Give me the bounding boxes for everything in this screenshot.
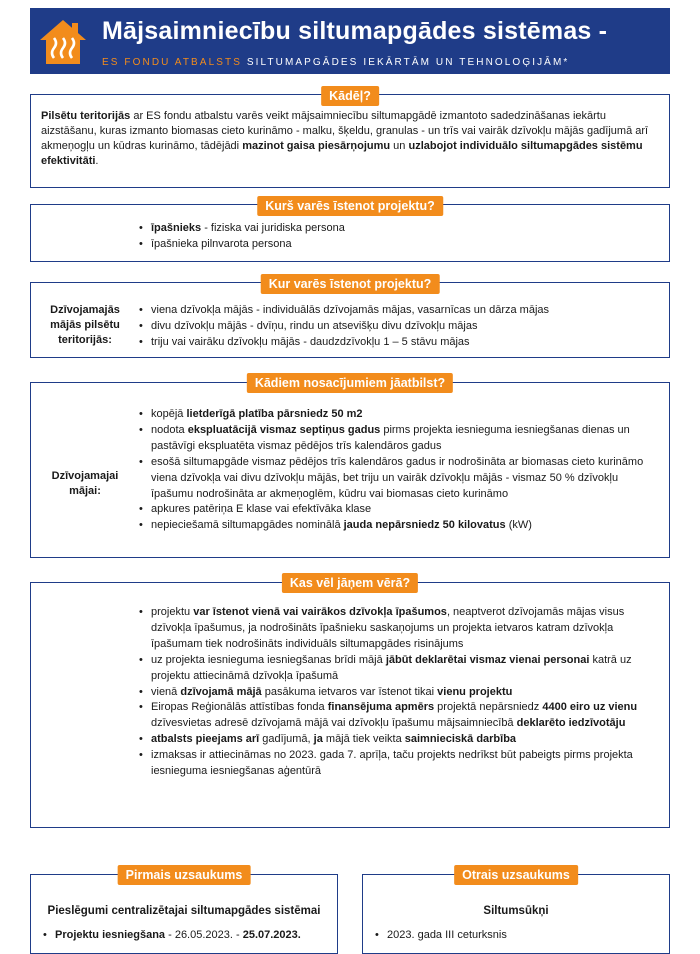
list-item: • viena dzīvokļa mājās - individuālās dzīvojamās mājas, vasarnīcas un dārza mājas	[137, 303, 549, 319]
notes-heading: Kas vēl jāņem vērā?	[282, 573, 418, 593]
note-text: Eiropas Reģionālās attīstības fonda	[151, 701, 328, 714]
note-text-bold: 4400 eiro uz vienu	[542, 701, 638, 714]
list-item	[137, 685, 661, 701]
first-call-list	[41, 929, 301, 941]
house-heating-icon	[38, 18, 88, 66]
why-paragraph	[41, 109, 659, 169]
note-text: katrā uz projektu attiecināmā dzīvokļa īpašumā	[151, 653, 632, 682]
list-item	[41, 929, 301, 941]
note-text: uz projekta iesnieguma iesniegšanas brīdi mājā	[151, 653, 386, 666]
why-section	[30, 94, 670, 188]
subtitle-rest: SILTUMAPGĀDES IEKĀRTĀM UN TEHNOLOĢIJĀM*	[241, 57, 570, 68]
second-call-list	[373, 929, 507, 941]
who-item-bold: īpašnieks	[151, 222, 202, 234]
where-heading: Kur varēs īstenot projektu?	[261, 274, 440, 294]
condition-text-bold: jauda nepārsniedz 50 kilovatus	[343, 519, 506, 532]
list-item	[137, 700, 661, 732]
list-item	[137, 605, 661, 653]
conditions-side-label: Dzīvojamajai mājai:	[51, 470, 119, 497]
first-call-text: - 26.05.2023. -	[165, 929, 243, 941]
second-call-subtitle: Siltumsūkņi	[483, 905, 549, 917]
list-item: • izmaksas ir attiecināmas no 2023. gada 7. aprīļa, taču projekts nedrīkst būt pabeigts pirms projekta iesnieguma iesniegšanas aģentūrā	[137, 748, 661, 780]
condition-text: (kW)	[505, 519, 532, 532]
notes-list	[137, 605, 661, 780]
note-text-bold: finansējuma apmērs	[327, 701, 435, 714]
note-text: , neaptverot dzīvojamās mājas visus dzīvokļa īpašumus, ja nodrošināts īpašnieku saskaņojums un projekta ietvaros katram dzīvokļa īpašumam tiek nodrošināts individuāls siltumapgādes risinājums	[151, 606, 625, 650]
note-text: projektā nepārsniedz	[434, 701, 543, 714]
where-list	[137, 303, 549, 351]
condition-text: pirms projekta iesnieguma iesniegšanas dienas un pastāvīgi ekspluatēta vismaz pēdējos trīs kalendāros gadus	[151, 423, 630, 452]
note-text-bold: jābūt deklarētai vismaz vienai personai	[385, 653, 590, 666]
note-text-bold: vienu projektu	[437, 685, 513, 698]
condition-text-bold: ekspluatācijā vismaz septiņus gadus	[187, 423, 381, 436]
first-call-heading: Pirmais uzsaukums	[118, 865, 251, 885]
note-text: pasākuma ietvaros var īstenot tikai	[261, 685, 438, 698]
note-text-bold: atbalsts pieejams arī	[151, 733, 260, 746]
condition-text: kopējā	[151, 408, 187, 420]
list-item: • triju vai vairāku dzīvokļu mājās - daudzdzīvokļu 1 – 5 stāvu mājas	[137, 335, 549, 351]
conditions-heading: Kādiem nosacījumiem jāatbilst?	[247, 373, 453, 393]
note-text-bold: dzīvojamā mājā	[180, 685, 262, 698]
list-item: • esošā siltumapgāde vismaz pēdējos trīs kalendāros gadus ir nodrošināta ar biomasas cieto kurināmo viena dzīvokļa vai divu dzīvokļu mājās, bet triju un vairāk dzīvokļu mājās - vismaz 50 % dzīvokļu īpašumu nodrošināta ar akmeņoglēm, kūdru vai biomasas cieto kurināmo	[137, 455, 657, 503]
note-text: projektu	[151, 606, 194, 618]
who-list	[137, 221, 345, 253]
list-item: • apkures patēriņa E klase vai efektīvāka klase	[137, 502, 657, 518]
note-text-bold: ja	[313, 733, 323, 746]
list-item	[137, 423, 657, 455]
note-text: dzīvesvietas adresē dzīvojamā mājā vai dzīvokļu īpašumu mājsaimniecībā	[151, 717, 517, 730]
where-side-label: Dzīvojamajās mājās pilsētu teritorijās:	[50, 304, 120, 346]
why-text-bold: Pilsētu teritorijās	[41, 110, 131, 122]
note-text: mājā tiek veikta	[322, 733, 405, 746]
first-call-card	[30, 874, 338, 954]
subtitle-highlight: ES FONDU ATBALSTS	[102, 57, 242, 68]
first-call-text-bold: Projektu iesniegšana	[55, 929, 166, 941]
header-banner	[30, 8, 670, 74]
why-text: ar ES fondu atbalstu varēs veikt mājsaimniecību siltumapgādē izmantoto sadedzināšanas iekārtu aizstāšanu, kuras izmanto biomasas cieto kurināmo - malku, šķeldu, granulas - un trīs vai vairāk dzīvokļu mājās gadījumā arī akmeņogļu un kūdras kurināmo, tādējādi	[41, 110, 649, 152]
why-text: .	[95, 155, 99, 167]
note-text-bold: deklarēto iedzīvotāju	[516, 717, 626, 730]
page-subtitle	[102, 57, 569, 68]
list-item	[137, 518, 657, 534]
list-item	[137, 407, 657, 423]
conditions-list	[137, 407, 657, 534]
list-item	[137, 732, 661, 748]
why-text: un	[390, 140, 409, 152]
second-call-card	[362, 874, 670, 954]
conditions-section	[30, 382, 670, 558]
list-item: • 2023. gada III ceturksnis	[373, 929, 507, 941]
condition-text-bold: lietderīgā platība pārsniedz 50 m2	[186, 408, 363, 420]
who-heading: Kurš varēs īstenot projektu?	[257, 196, 443, 216]
who-item-text: īpašnieka pilnvarota persona	[151, 237, 292, 250]
note-text-bold: saimnieciskā darbība	[404, 733, 517, 746]
condition-text: nepieciešamā siltumapgādes nominālā	[151, 519, 344, 532]
note-text: gadījumā,	[259, 733, 314, 746]
note-text-bold: var īstenot vienā vai vairākos dzīvokļa īpašumos	[193, 606, 447, 618]
list-item	[137, 653, 661, 685]
who-item-text: - fiziska vai juridiska persona	[201, 222, 345, 234]
page-title: Mājsaimniecību siltumapgādes sistēmas -	[102, 17, 608, 45]
first-call-text-bold: 25.07.2023.	[242, 929, 301, 941]
note-text: vienā	[151, 685, 181, 698]
why-text-bold: mazinot gaisa piesārņojumu	[242, 140, 391, 152]
why-text-bold: uzlabojot individuālo siltumapgādes sistēmu efektivitāti	[41, 140, 643, 167]
list-item: • divu dzīvokļu mājās - dvīņu, rindu un atsevišķu divu dzīvokļu mājas	[137, 319, 549, 335]
list-item	[137, 237, 345, 253]
why-heading: Kādēļ?	[321, 86, 379, 106]
first-call-subtitle: Pieslēgumi centralizētajai siltumapgādes sistēmai	[47, 905, 321, 917]
notes-section	[30, 582, 670, 828]
condition-text: nodota	[151, 423, 188, 436]
list-item	[137, 221, 345, 237]
second-call-heading: Otrais uzsaukums	[454, 865, 578, 885]
